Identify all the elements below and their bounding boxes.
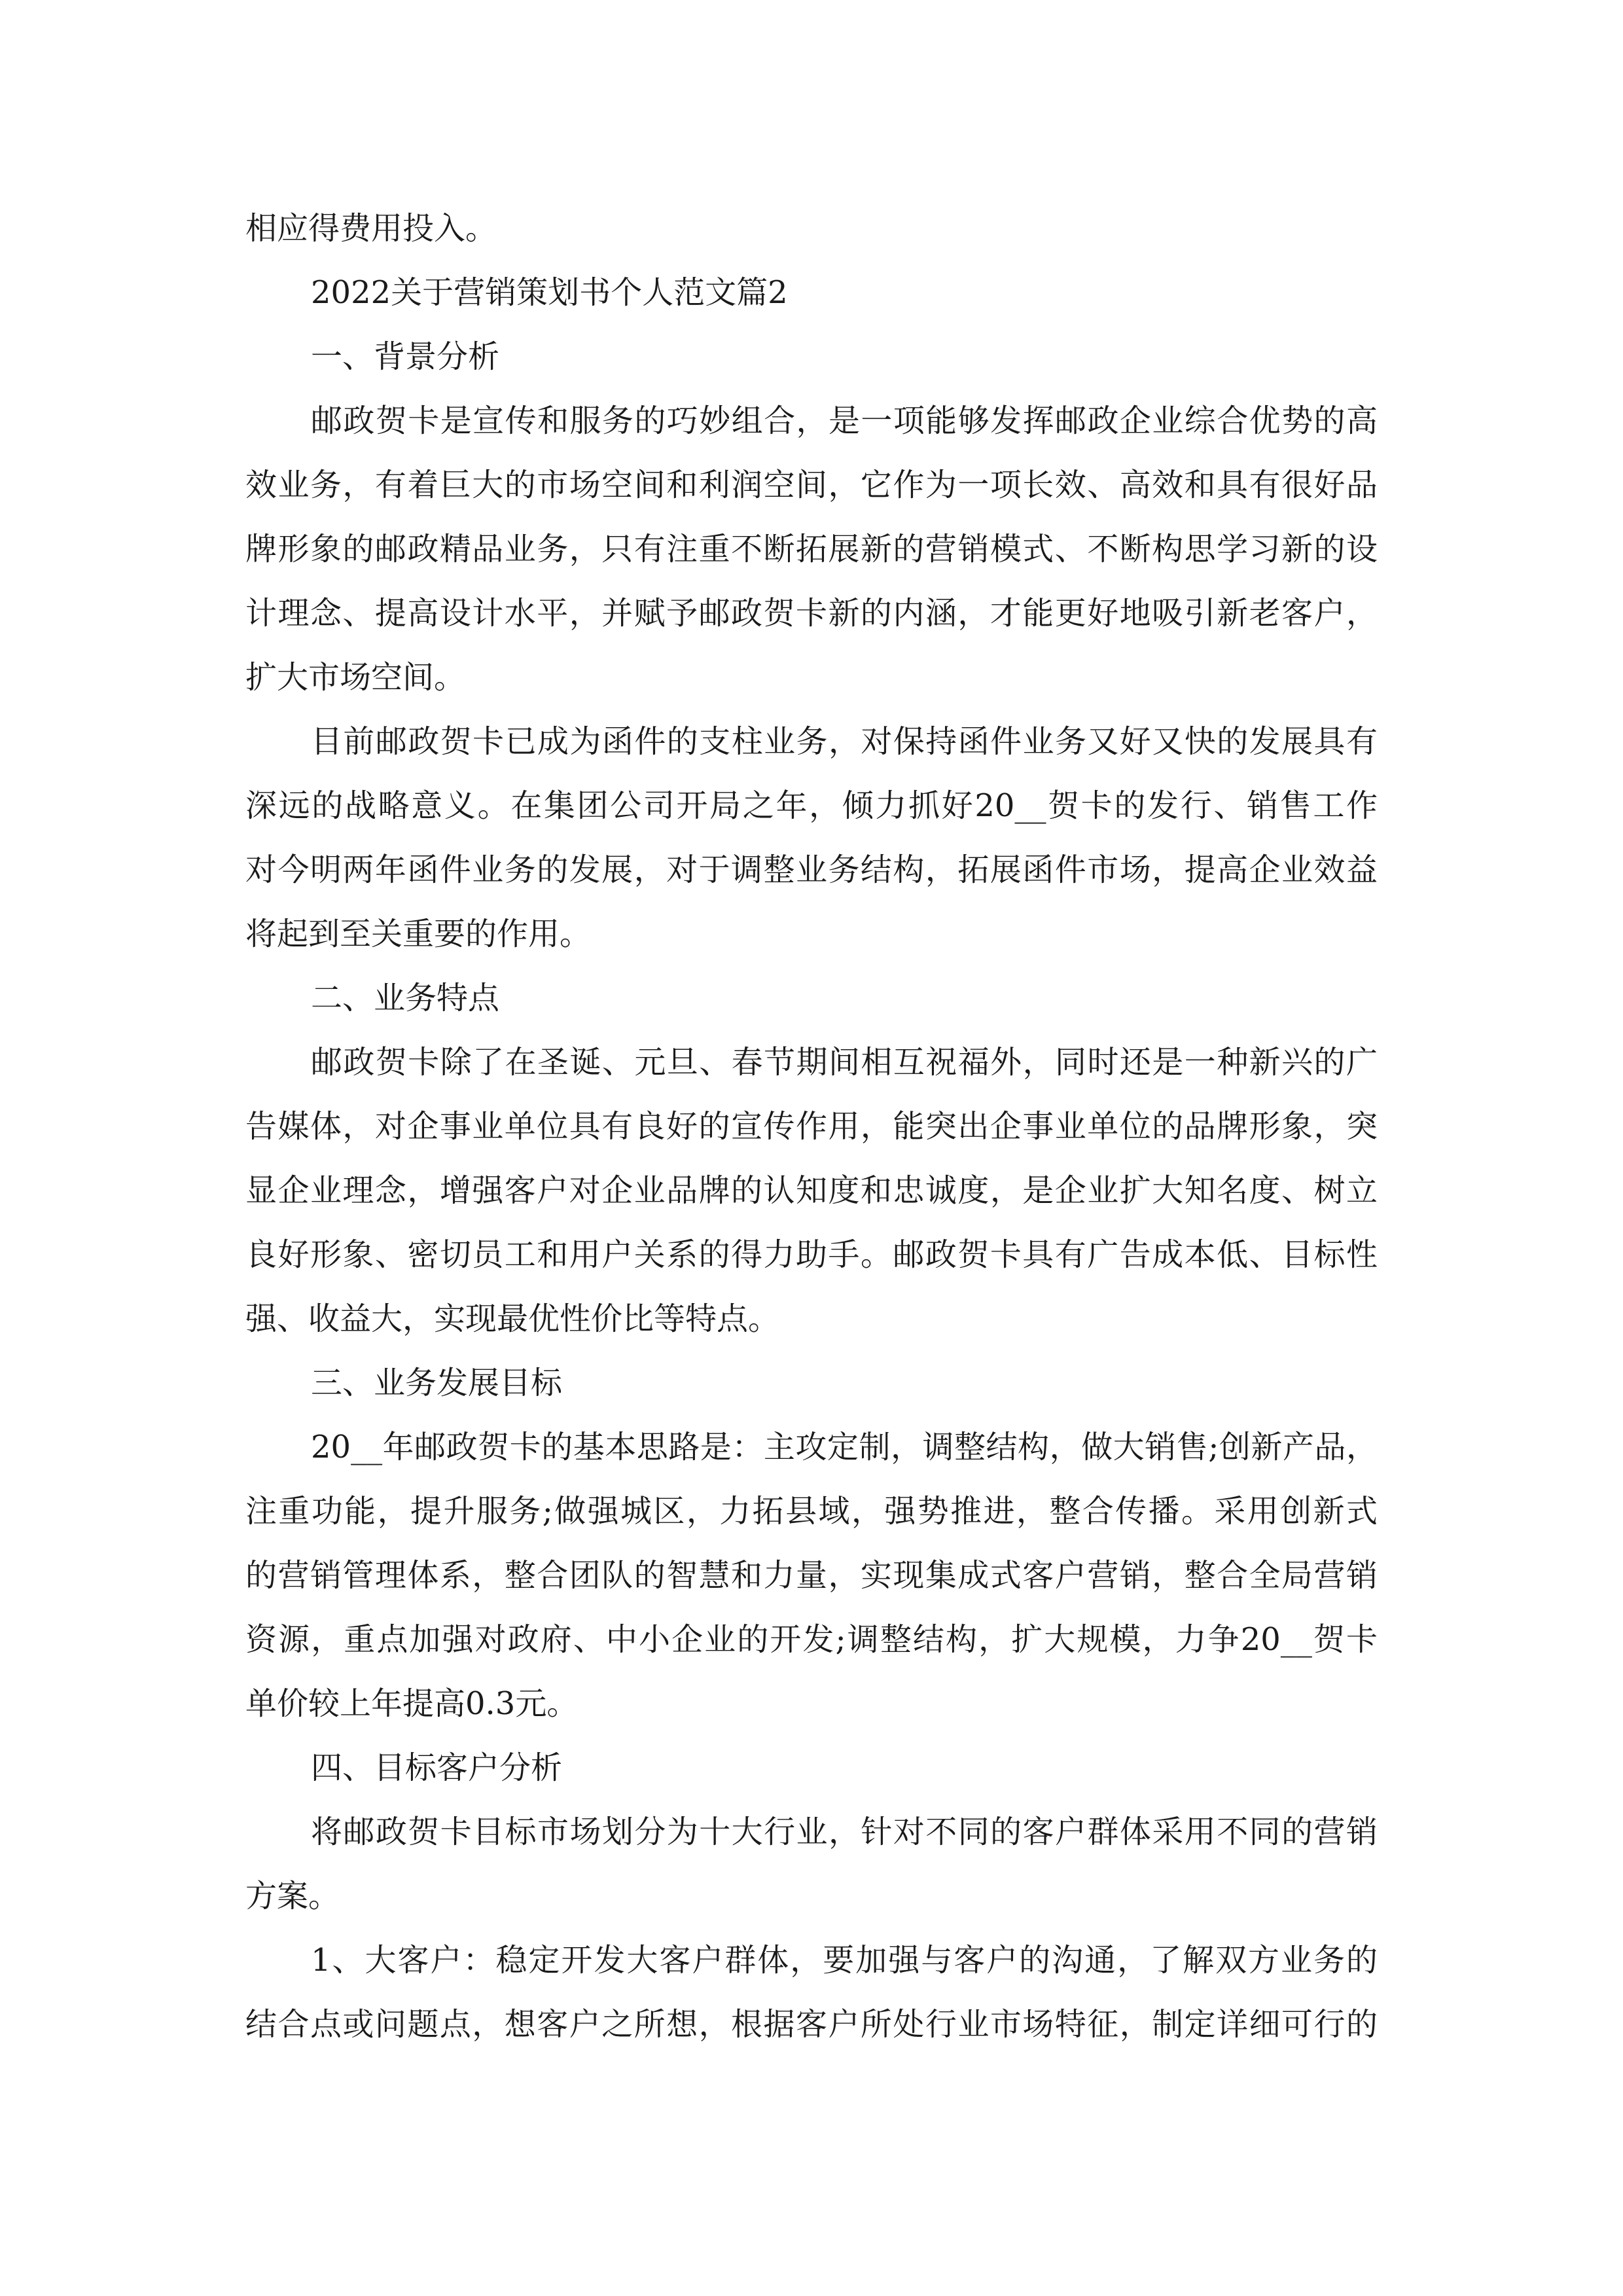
paragraph-line: 深远的战略意义。在集团公司开局之年，倾力抓好20__贺卡的发行、销售工作 bbox=[245, 787, 1378, 824]
paragraph-line: 的营销管理体系，整合团队的智慧和力量，实现集成式客户营销，整合全局营销 bbox=[245, 1557, 1378, 1594]
section-heading: 四、目标客户分析 bbox=[311, 1749, 563, 1786]
paragraph-line: 强、收益大，实现最优性价比等特点。 bbox=[245, 1300, 780, 1337]
paragraph-line: 计理念、提高设计水平，并赋予邮政贺卡新的内涵，才能更好地吸引新老客户， bbox=[245, 595, 1378, 632]
paragraph-line: 单价较上年提高0.3元。 bbox=[245, 1685, 579, 1722]
paragraph-line: 注重功能，提升服务;做强城区，力拓县域，强势推进，整合传播。采用创新式 bbox=[245, 1493, 1378, 1530]
paragraph-line: 邮政贺卡除了在圣诞、元旦、春节期间相互祝福外，同时还是一种新兴的广 bbox=[311, 1044, 1378, 1081]
paragraph-line: 牌形象的邮政精品业务，只有注重不断拓展新的营销模式、不断构思学习新的设 bbox=[245, 531, 1378, 567]
paragraph-line: 良好形象、密切员工和用户关系的得力助手。邮政贺卡具有广告成本低、目标性 bbox=[245, 1236, 1378, 1273]
paragraph-line: 将邮政贺卡目标市场划分为十大行业，针对不同的客户群体采用不同的营销 bbox=[311, 1814, 1378, 1850]
paragraph-line: 1、大客户：稳定开发大客户群体，要加强与客户的沟通，了解双方业务的 bbox=[311, 1942, 1378, 1979]
paragraph-line: 结合点或问题点，想客户之所想，根据客户所处行业市场特征，制定详细可行的 bbox=[245, 2006, 1378, 2043]
paragraph-line: 邮政贺卡是宣传和服务的巧妙组合，是一项能够发挥邮政企业综合优势的高 bbox=[311, 403, 1378, 439]
paragraph-line: 效业务，有着巨大的市场空间和利润空间，它作为一项长效、高效和具有很好品 bbox=[245, 467, 1378, 503]
paragraph-line: 方案。 bbox=[245, 1878, 340, 1914]
paragraph-line: 相应得费用投入。 bbox=[245, 210, 497, 247]
section-heading: 三、业务发展目标 bbox=[311, 1365, 563, 1401]
paragraph-line: 20__年邮政贺卡的基本思路是：主攻定制，调整结构，做大销售;创新产品， bbox=[311, 1429, 1378, 1465]
document-title: 2022关于营销策划书个人范文篇2 bbox=[311, 274, 788, 311]
paragraph-line: 显企业理念，增强客户对企业品牌的认知度和忠诚度，是企业扩大知名度、树立 bbox=[245, 1172, 1378, 1209]
section-heading: 一、背景分析 bbox=[311, 338, 500, 375]
paragraph-line: 目前邮政贺卡已成为函件的支柱业务，对保持函件业务又好又快的发展具有 bbox=[311, 723, 1378, 760]
paragraph-line: 资源，重点加强对政府、中小企业的开发;调整结构，扩大规模，力争20__贺卡 bbox=[245, 1621, 1378, 1658]
paragraph-line: 将起到至关重要的作用。 bbox=[245, 916, 592, 952]
paragraph-line: 扩大市场空间。 bbox=[245, 659, 466, 696]
section-heading: 二、业务特点 bbox=[311, 980, 500, 1016]
paragraph-line: 对今明两年函件业务的发展，对于调整业务结构，拓展函件市场，提高企业效益 bbox=[245, 852, 1378, 888]
document-page bbox=[245, 196, 1378, 2056]
paragraph-line: 告媒体，对企事业单位具有良好的宣传作用，能突出企事业单位的品牌形象，突 bbox=[245, 1108, 1378, 1145]
